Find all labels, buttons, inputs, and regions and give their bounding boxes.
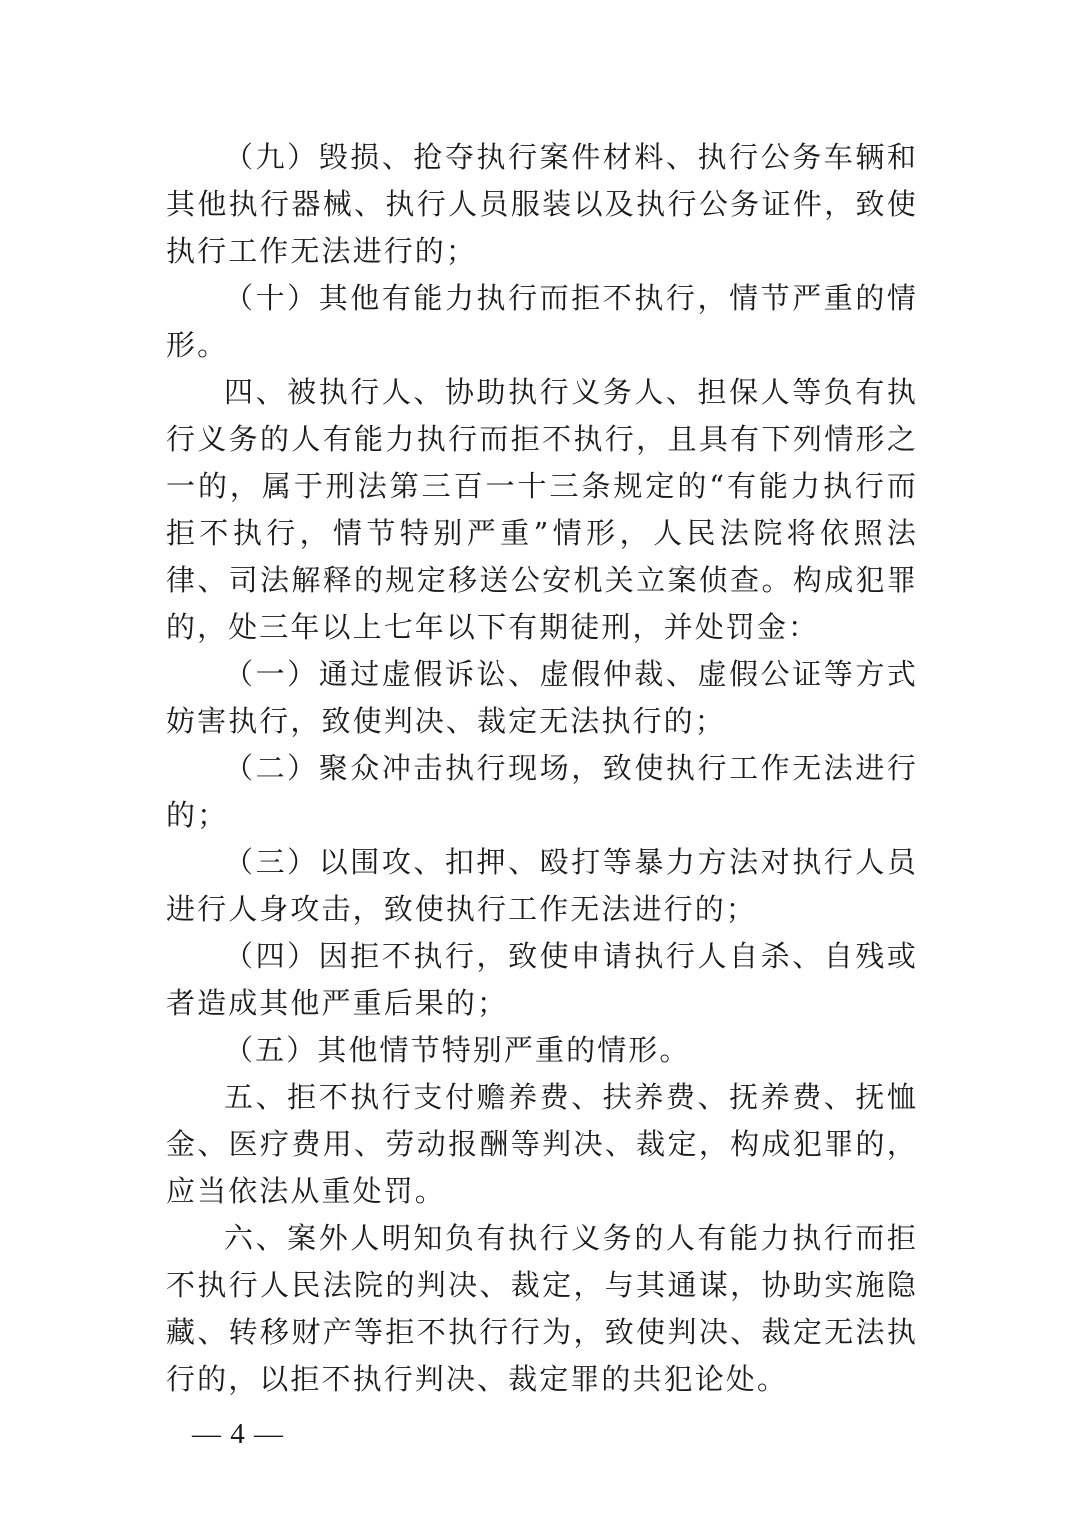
paragraph-item-10: （十）其他有能力执行而拒不执行，情节严重的情形。 (166, 281, 918, 362)
paragraph-section-5: 五、拒不执行支付赡养费、扶养费、抚养费、抚恤金、医疗费用、劳动报酬等判决、裁定，构成犯罪的，应当依法从重处罚。 (166, 1080, 918, 1208)
page-number: — 4 — (192, 1418, 284, 1450)
paragraph-item-9: （九）毁损、抢夺执行案件材料、执行公务车辆和其他执行器械、执行人员服装以及执行公务证件，致使执行工作无法进行的； (166, 140, 918, 268)
paragraph-section-6: 六、案外人明知负有执行义务的人有能力执行而拒不执行人民法院的判决、裁定，与其通谋，协助实施隐藏、转移财产等拒不执行行为，致使判决、裁定无法执行的，以拒不执行判决、裁定罪的共犯论处。 (166, 1221, 918, 1396)
paragraph-section-4: 四、被执行人、协助执行义务人、担保人等负有执行义务的人有能力执行而拒不执行，且具有下列情形之一的，属于刑法第三百一十三条规定的“有能力执行而拒不执行，情节特别严重”情形，人民法院将依照法律、司法解释的规定移送公安机关立案侦查。构成犯罪的，处三年以上七年以下有期徒刑，并处罚金： (166, 375, 918, 644)
paragraph-item-2: （二）聚众冲击执行现场，致使执行工作无法进行的； (166, 751, 918, 832)
paragraph-item-3: （三）以围攻、扣押、殴打等暴力方法对执行人员进行人身攻击，致使执行工作无法进行的； (166, 845, 918, 926)
document-body (166, 134, 918, 1403)
paragraph-item-5: （五）其他情节特别严重的情形。 (224, 1033, 691, 1067)
paragraph-item-1: （一）通过虚假诉讼、虚假仲裁、虚假公证等方式妨害执行，致使判决、裁定无法执行的； (166, 657, 918, 738)
paragraph-item-4: （四）因拒不执行，致使申请执行人自杀、自残或者造成其他严重后果的； (166, 939, 918, 1020)
